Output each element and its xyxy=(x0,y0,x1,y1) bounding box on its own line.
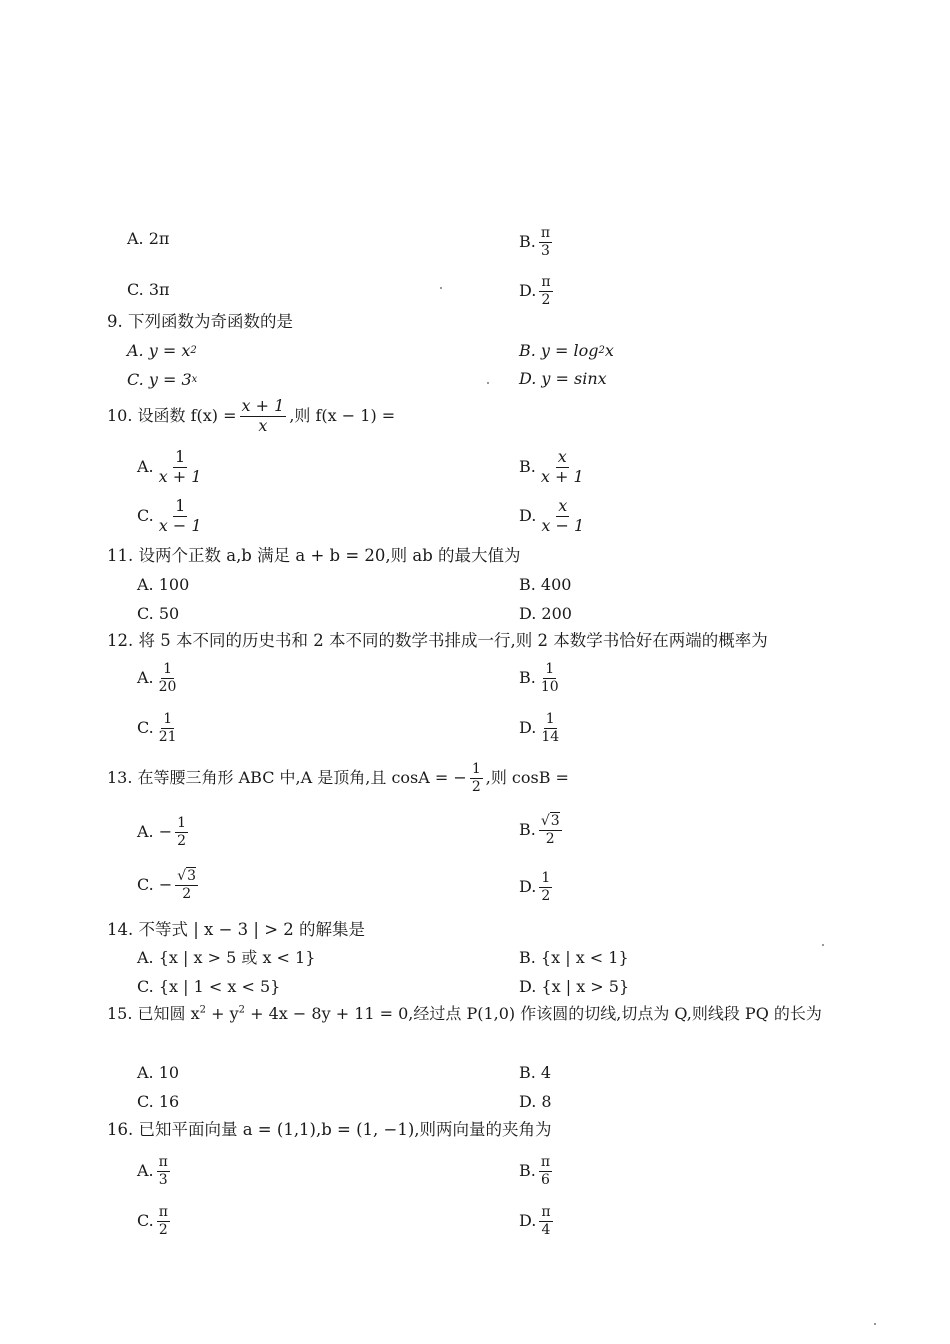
q16-a-fraction: $\frac{\pi}{3}$ xyxy=(158,1154,168,1188)
q13-b-fraction: $\frac{√3}{2}$ xyxy=(540,813,560,847)
q12-d-fraction: $\frac{1}{14}$ xyxy=(541,711,560,745)
q16-c-fraction: $\frac{\pi}{2}$ xyxy=(158,1204,168,1238)
q10-stem: 10. 设函数 f(x) = $\frac{x + 1}{x}$ ,则 f(x − 1) = xyxy=(107,396,396,435)
q13-option-b: B. $\frac{√3}{2}$ xyxy=(519,813,560,847)
q13-stem-fraction: $\frac{1}{2}$ xyxy=(471,761,481,795)
q13-option-c: C. − $\frac{√3}{2}$ xyxy=(137,868,197,902)
q15-option-d: D. 8 xyxy=(519,1092,552,1111)
q16-option-c: C. $\frac{\pi}{2}$ xyxy=(137,1204,168,1238)
q10-b-fraction: $\frac{x}{x + 1}$ xyxy=(540,447,584,486)
q14-option-a: A. {x | x > 5 或 x < 1} xyxy=(137,948,316,967)
scan-speck xyxy=(822,944,824,946)
q9-option-b: B. y = log 2 x xyxy=(519,341,614,360)
q14-stem: 14. 不等式 | x − 3 | > 2 的解集是 xyxy=(107,920,366,939)
q13-d-fraction: $\frac{1}{2}$ xyxy=(541,870,551,904)
q12-b-fraction: $\frac{1}{10}$ xyxy=(540,661,559,695)
q10-d-fraction: $\frac{x}{x - 1}$ xyxy=(541,496,585,535)
q10-option-b: B. $\frac{x}{x + 1}$ xyxy=(519,447,584,486)
q16-option-d: D. $\frac{\pi}{4}$ xyxy=(519,1204,551,1238)
q8-option-a: A. 2π xyxy=(127,229,170,248)
q13-c-fraction: $\frac{√3}{2}$ xyxy=(177,868,197,902)
q16-b-fraction: $\frac{\pi}{6}$ xyxy=(540,1154,551,1188)
q8-d-fraction: $\frac{\pi}{2}$ xyxy=(541,274,551,308)
scan-speck xyxy=(440,287,442,289)
q9-option-c: C. y = 3 x xyxy=(127,370,198,389)
q11-option-a: A. 100 xyxy=(137,575,190,594)
q12-stem: 12. 将 5 本不同的历史书和 2 本不同的数学书排成一行,则 2 本数学书恰好在两端的概率为 xyxy=(107,631,768,650)
q8-option-c: C. 3π xyxy=(127,280,170,299)
q10-a-fraction: $\frac{1}{x + 1}$ xyxy=(158,447,202,486)
q15-option-c: C. 16 xyxy=(137,1092,180,1111)
q11-option-c: C. 50 xyxy=(137,604,180,623)
q10-c-fraction: $\frac{1}{x - 1}$ xyxy=(158,496,202,535)
q9-option-d: D. y = sinx xyxy=(519,369,607,388)
q12-option-d: D. $\frac{1}{14}$ xyxy=(519,711,560,745)
q13-stem: 13. 在等腰三角形 ABC 中,A 是顶角,且 cosA = − $\frac{1}{2}$ ,则 cosB = xyxy=(107,761,569,795)
q10-stem-fraction: $\frac{x + 1}{x}$ xyxy=(241,396,285,435)
q10-option-a: A. $\frac{1}{x + 1}$ xyxy=(137,447,202,486)
q11-option-b: B. 400 xyxy=(519,575,572,594)
q11-option-d: D. 200 xyxy=(519,604,572,623)
q8-b-fraction: $\frac{\pi}{3}$ xyxy=(540,225,551,259)
q14-option-d: D. {x | x > 5} xyxy=(519,977,630,996)
q13-option-a: A. − $\frac{1}{2}$ xyxy=(137,815,187,849)
q11-stem: 11. 设两个正数 a,b 满足 a + b = 20,则 ab 的最大值为 xyxy=(107,546,521,565)
q15-option-a: A. 10 xyxy=(137,1063,180,1082)
q12-a-fraction: $\frac{1}{20}$ xyxy=(158,661,177,695)
q9-option-a: A. y = x 2 xyxy=(127,341,197,360)
q14-option-c: C. {x | 1 < x < 5} xyxy=(137,977,281,996)
q12-option-c: C. $\frac{1}{21}$ xyxy=(137,711,177,745)
q15-option-b: B. 4 xyxy=(519,1063,552,1082)
q12-c-fraction: $\frac{1}{21}$ xyxy=(158,711,177,745)
q16-stem: 16. 已知平面向量 a = (1,1),b = (1, −1),则两向量的夹角为 xyxy=(107,1120,552,1139)
q16-option-b: B. $\frac{\pi}{6}$ xyxy=(519,1154,551,1188)
q16-option-a: A. $\frac{\pi}{3}$ xyxy=(137,1154,168,1188)
q8-option-b: B. $\frac{\pi}{3}$ xyxy=(519,225,551,259)
q16-d-fraction: $\frac{\pi}{4}$ xyxy=(541,1204,551,1238)
q10-option-d: D. $\frac{x}{x - 1}$ xyxy=(519,496,585,535)
scan-speck xyxy=(487,382,489,384)
scan-speck xyxy=(874,1323,876,1325)
q13-option-d: D. $\frac{1}{2}$ xyxy=(519,870,551,904)
q10-option-c: C. $\frac{1}{x - 1}$ xyxy=(137,496,202,535)
q13-a-fraction: $\frac{1}{2}$ xyxy=(177,815,187,849)
q12-option-b: B. $\frac{1}{10}$ xyxy=(519,661,559,695)
q12-option-a: A. $\frac{1}{20}$ xyxy=(137,661,177,695)
q9-stem: 9. 下列函数为奇函数的是 xyxy=(107,312,293,331)
q15-stem: 15. 已知圆 $x^2 + y^2 + 4x - 8y + 11 = 0$,经过点 P(1,0) 作该圆的切线,切点为 Q,则线段 PQ 的长为 xyxy=(107,1004,822,1023)
q14-option-b: B. {x | x < 1} xyxy=(519,948,629,967)
q8-option-d: D. $\frac{\pi}{2}$ xyxy=(519,274,551,308)
